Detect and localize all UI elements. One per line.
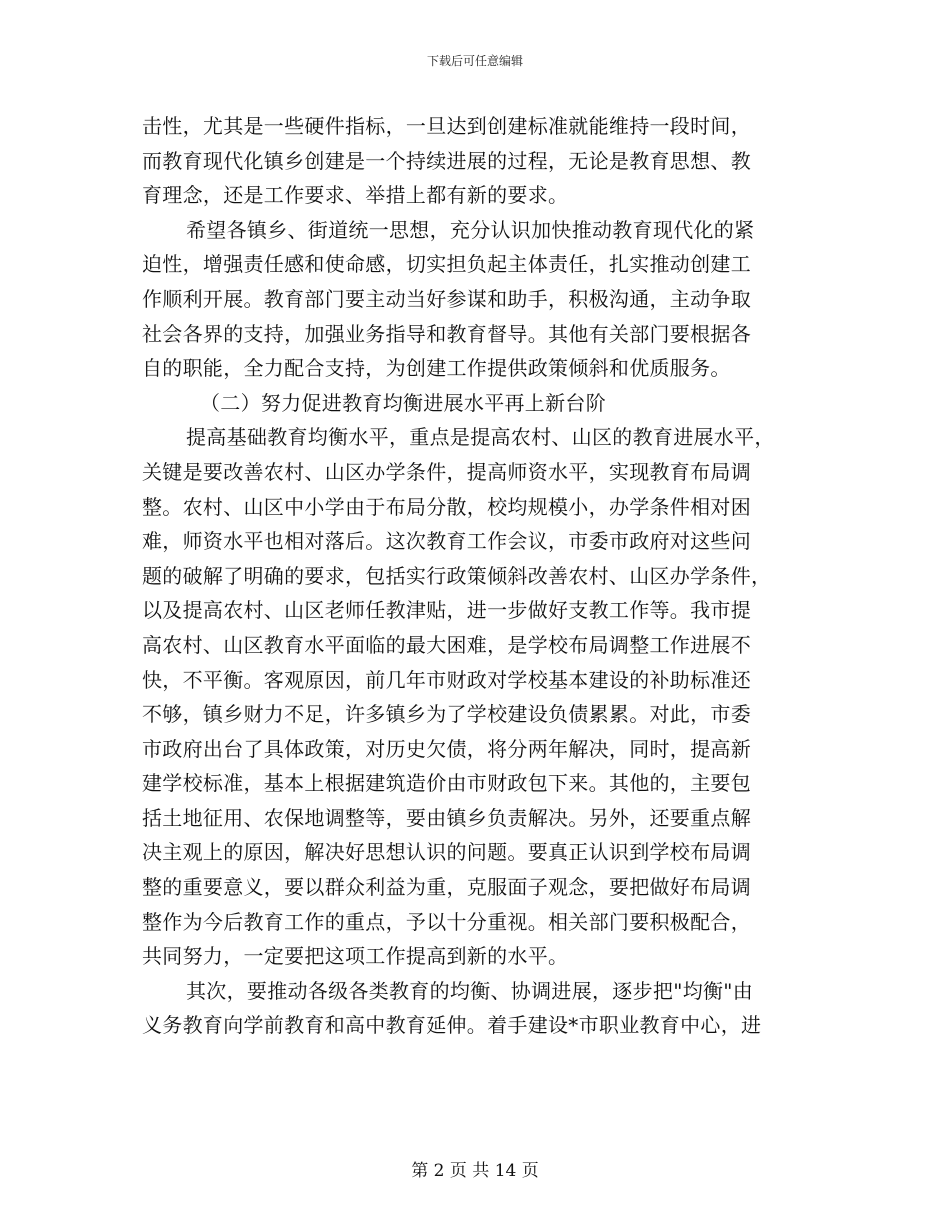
page-header: 下载后可任意编辑	[426, 54, 523, 68]
text-line: 希望各镇乡、街道统一思想，充分认识加快推动教育现代化的紧	[186, 217, 755, 242]
text-line: 社会各界的支持，加强业务指导和教育督导。其他有关部门要根据各	[142, 321, 751, 346]
text-line: 市政府出台了具体政策，对历史欠债，将分两年解决，同时，提高新	[142, 736, 751, 761]
text-line: 题的破解了明确的要求，包括实行政策倾斜改善农村、山区办学条件，	[142, 563, 772, 588]
text-line: 整作为今后教育工作的重点，予以十分重视。相关部门要积极配合，	[142, 909, 751, 934]
text-line: 共同努力，一定要把这项工作提高到新的水平。	[142, 944, 569, 969]
text-line: 整的重要意义，要以群众利益为重，克服面子观念，要把做好布局调	[142, 875, 751, 900]
text-line: 以及提高农村、山区老师任教津贴，进一步做好支教工作等。我市提	[142, 598, 751, 623]
text-line: 高农村、山区教育水平面临的最大困难，是学校布局调整工作进展不	[142, 632, 751, 657]
text-line: 建学校标准，基本上根据建筑造价由市财政包下来。其他的，主要包	[142, 771, 751, 796]
text-line: 决主观上的原因，解决好思想认识的问题。要真正认识到学校布局调	[142, 840, 751, 865]
text-line: 自的职能，全力配合支持，为创建工作提供政策倾斜和优质服务。	[142, 356, 731, 381]
text-line: 难，师资水平也相对落后。这次教育工作会议，市委市政府对这些问	[142, 529, 751, 554]
text-line: 作顺利开展。教育部门要主动当好参谋和助手，积极沟通，主动争取	[142, 286, 751, 311]
text-line: 而教育现代化镇乡创建是一个持续进展的过程，无论是教育思想、教	[142, 148, 751, 173]
text-line: 迫性，增强责任感和使命感，切实担负起主体责任，扎实推动创建工	[142, 252, 751, 277]
page-footer: 第 2 页 共 14 页	[411, 1161, 539, 1181]
text-line: 其次，要推动各级各类教育的均衡、协调进展，逐步把"均衡"由	[186, 978, 754, 1003]
text-line: 括土地征用、农保地调整等，要由镇乡负责解决。另外，还要重点解	[142, 805, 751, 830]
section-heading: （二）努力促进教育均衡进展水平再上新台阶	[200, 390, 606, 415]
text-line: 不够，镇乡财力不足，许多镇乡为了学校建设负债累累。对此，市委	[142, 702, 751, 727]
document-body	[142, 109, 810, 1043]
text-line: 义务教育向学前教育和高中教育延伸。着手建设*市职业教育中心，进	[142, 1013, 762, 1038]
text-line: 快，不平衡。客观原因，前几年市财政对学校基本建设的补助标准还	[142, 667, 751, 692]
text-line: 提高基础教育均衡水平，重点是提高农村、山区的教育进展水平，	[186, 425, 775, 450]
text-line: 整。农村、山区中小学由于布局分散，校均规模小，办学条件相对困	[142, 494, 751, 519]
text-line: 关键是要改善农村、山区办学条件，提高师资水平，实现教育布局调	[142, 459, 751, 484]
text-line: 育理念，还是工作要求、举措上都有新的要求。	[142, 183, 569, 208]
text-line: 击性，尤其是一些硬件指标，一旦达到创建标准就能维持一段时间，	[142, 114, 751, 138]
